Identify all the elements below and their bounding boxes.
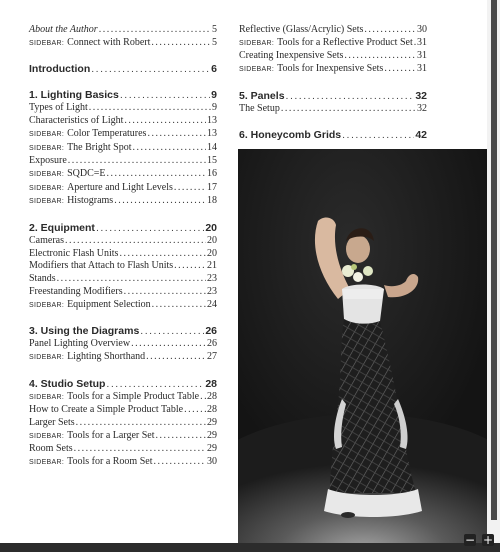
toc-page-number: 13 [207,127,217,139]
toc-entry-title [29,417,75,430]
toc-spacer [29,50,217,63]
dot-leader [174,260,206,273]
toc-entry-title [29,443,73,456]
toc-page-number: 13 [207,115,217,127]
toc-entry-title [29,351,145,365]
toc-entry[interactable] [29,404,217,417]
toc-page-number: 27 [207,350,217,362]
toc-entry[interactable] [239,24,427,37]
toc-entry[interactable] [29,142,217,156]
toc-entry[interactable] [29,128,217,142]
toc-entry[interactable] [29,37,217,51]
toc-page-number: 20 [207,247,217,259]
toc-page-number: 26 [205,325,217,338]
toc-entry-title [29,391,199,405]
toc-entry[interactable] [29,195,217,209]
zoom-in-button[interactable]: + [482,533,494,547]
dot-leader [68,155,206,168]
toc-title-text: Aperture and Light Levels [67,181,173,193]
toc-spacer [239,116,427,129]
toc-entry-title [29,222,95,235]
dot-leader [384,63,416,76]
toc-entry[interactable] [29,102,217,115]
toc-title-text: Characteristics of Light [29,115,124,127]
toc-entry-title [29,338,130,351]
dot-leader [74,443,206,456]
dancer-illustration [238,149,487,545]
toc-entry-title [29,430,155,444]
toc-title-text: 3. Using the Diagrams [29,325,140,338]
sidebar-label: SIDEBAR: [239,66,275,74]
dot-leader [124,286,206,299]
toc-title-text: Tools for a Simple Product Table [67,390,200,402]
dot-leader [152,299,206,312]
dot-leader [114,195,206,208]
toc-chapter-heading[interactable] [239,90,427,103]
dot-leader [146,351,206,364]
toc-chapter-heading[interactable] [29,89,217,102]
sidebar-label: SIDEBAR: [29,170,65,178]
toc-page-number: 21 [207,260,217,272]
toc-entry[interactable] [239,37,427,51]
toc-chapter-heading[interactable] [29,325,217,338]
toc-entry[interactable] [29,391,217,405]
toc-title-text: 4. Studio Setup [29,377,106,390]
toc-page-number: 30 [207,456,217,468]
toc-entry[interactable] [29,235,217,248]
dot-leader [140,325,204,338]
toc-page-number: 26 [207,338,217,350]
scrollbar-thumb[interactable] [491,0,497,520]
dot-leader [200,391,206,404]
zoom-controls [464,534,494,546]
toc-spacer [29,76,217,89]
toc-title-text: 6. Honeycomb Grids [239,128,342,141]
dot-leader [342,129,414,142]
dot-leader [124,115,206,128]
toc-page-number: 28 [207,404,217,416]
dot-leader [76,417,206,430]
toc-spacer [29,312,217,325]
dot-leader [91,63,210,76]
toc-title-text: The Bright Spot [67,141,132,153]
toc-entry[interactable] [29,115,217,128]
toc-entry[interactable] [29,299,217,313]
sidebar-label: SIDEBAR: [29,130,65,138]
toc-entry[interactable] [29,24,217,37]
dot-leader [414,37,416,50]
toc-entry[interactable] [29,417,217,430]
toc-entry-title [29,456,152,470]
toc-page-number: 28 [207,390,217,402]
toc-page-number: 31 [417,63,427,75]
sidebar-label: SIDEBAR: [29,39,65,47]
toc-entry-title [29,195,113,209]
toc-chapter-heading[interactable] [29,222,217,235]
toc-entry[interactable] [239,50,427,63]
toc-entry[interactable] [29,182,217,196]
toc-entry[interactable] [29,155,217,168]
dot-leader [151,37,211,50]
toc-title-text: How to Create a Simple Product Table [29,404,184,416]
toc-page-number: 9 [211,89,217,102]
toc-title-text: Room Sets [29,443,73,455]
toc-entry-title [239,37,413,51]
toc-title-text: Tools for a Room Set [67,456,153,468]
toc-title-text: Cameras [29,235,64,247]
viewer-scrollbar[interactable] [487,0,500,552]
toc-entry[interactable] [29,338,217,351]
toc-page-number: 32 [417,102,427,114]
toc-entry[interactable] [29,260,217,273]
toc-entry-title [29,37,150,51]
toc-title-text: Exposure [29,155,67,167]
toc-page-number: 23 [207,273,217,285]
toc-entry-title [29,142,132,156]
toc-page-number: 24 [207,298,217,310]
toc-page-number: 28 [205,377,217,390]
toc-entry-title [29,325,139,338]
toc-title-text: Connect with Robert [67,36,151,48]
dot-leader [281,103,416,116]
toc-page-number: 17 [207,181,217,193]
dot-leader [96,222,204,235]
toc-title-text: Panel Lighting Overview [29,338,131,350]
dot-leader [119,248,206,261]
toc-page-number: 29 [207,417,217,429]
dot-leader [184,404,206,417]
sidebar-label: SIDEBAR: [29,432,65,440]
toc-title-text: Larger Sets [29,417,75,429]
toc-page-number: 42 [415,128,427,141]
toc-title-text: Freestanding Modifiers [29,285,123,297]
toc-entry-title [29,128,146,142]
toc-column-left [29,24,217,470]
toc-entry[interactable] [29,286,217,299]
toc-entry[interactable] [29,248,217,261]
toc-entry-title [29,63,90,76]
dot-leader [156,430,207,443]
toc-page-number: 20 [207,235,217,247]
toc-title-text: Equipment Selection [67,298,151,310]
dot-leader [106,378,204,391]
toc-entry-title [239,129,341,142]
toc-title-text: Tools for a Larger Set [67,429,155,441]
dot-leader [147,128,206,141]
toc-entry-title [29,24,98,37]
toc-page-number: 15 [207,155,217,167]
toc-spacer [29,365,217,378]
toc-entry-title [239,63,383,77]
toc-page-number: 9 [212,102,217,114]
toc-page-number: 32 [415,89,427,102]
toc-entry[interactable] [239,63,427,77]
dancer-photo [238,149,487,545]
toc-title-text: Color Temperatures [67,127,147,139]
toc-title-text: Introduction [29,63,91,76]
toc-entry[interactable] [29,273,217,286]
sidebar-label: SIDEBAR: [29,184,65,192]
toc-column-right [239,24,427,142]
toc-page-number: 29 [207,429,217,441]
toc-page-number: 30 [417,24,427,35]
toc-entry-title [29,273,56,286]
toc-entry[interactable] [239,103,427,116]
toc-entry-title [29,404,183,417]
sidebar-label: SIDEBAR: [29,459,65,467]
toc-page-number: 5 [212,36,217,48]
viewer-bottom-bar [0,543,500,552]
dot-leader [120,89,210,102]
toc-spacer [29,209,217,222]
toc-entry-title [239,103,280,116]
dot-leader [57,273,206,286]
toc-entry-title [29,248,118,261]
dot-leader [107,168,206,181]
toc-title-text: SQDC=E [67,167,106,179]
dot-leader [89,102,211,115]
toc-title-text: 2. Equipment [29,222,95,235]
toc-entry[interactable] [29,456,217,470]
toc-chapter-heading[interactable] [239,129,427,142]
toc-entry-title [29,155,67,168]
toc-page-number: 5 [212,24,217,35]
toc-page-number: 31 [417,36,427,48]
toc-title-text: 1. Lighting Basics [29,89,119,102]
toc-entry-title [29,89,119,102]
toc-title-text: 5. Panels [239,89,285,102]
toc-entry-title [29,168,106,182]
dot-leader [344,50,416,63]
toc-page-number: 16 [207,167,217,179]
toc-title-text: Reflective (Glass/Acrylic) Sets [239,24,364,35]
toc-entry-title [29,286,123,299]
toc-chapter-heading[interactable] [29,378,217,391]
toc-page-number: 6 [211,63,217,76]
toc-entry-title [239,90,285,103]
toc-page-number: 29 [207,443,217,455]
toc-entry-title [29,115,123,128]
sidebar-label: SIDEBAR: [29,198,65,206]
dot-leader [65,235,206,248]
toc-title-text: Modifiers that Attach to Flash Units [29,260,174,272]
toc-entry-title [29,299,151,313]
toc-page-number: 23 [207,285,217,297]
toc-page-number: 18 [207,195,217,207]
toc-title-text: Types of Light [29,102,88,114]
toc-entry-title [29,260,173,273]
toc-entry-title [29,102,88,115]
toc-entry[interactable] [29,168,217,182]
dot-leader [174,182,206,195]
toc-title-text: Lighting Shorthand [67,350,146,362]
sidebar-label: SIDEBAR: [29,353,65,361]
toc-entry[interactable] [29,430,217,444]
toc-entry[interactable] [29,351,217,365]
dot-leader [286,90,415,103]
dot-leader [153,456,206,469]
toc-entry-title [29,235,64,248]
dot-leader [99,24,211,37]
toc-entry-title [239,50,343,63]
sidebar-label: SIDEBAR: [29,301,65,309]
sidebar-label: SIDEBAR: [29,393,65,401]
zoom-out-button[interactable]: − [464,533,476,547]
toc-title-text: Tools for Inexpensive Sets [277,63,384,75]
dot-leader [133,142,206,155]
toc-title-text: Histograms [67,195,114,207]
toc-page-number: 31 [417,50,427,62]
toc-title-text: Stands [29,273,56,285]
toc-chapter-heading[interactable] [29,63,217,76]
toc-title-text: Electronic Flash Units [29,247,119,259]
toc-entry-title [239,24,363,37]
toc-title-text: The Setup [239,102,280,114]
sidebar-label: SIDEBAR: [239,39,275,47]
toc-title-text: About the Author [29,24,98,35]
toc-title-text: Tools for a Reflective Product Set [277,36,413,48]
dot-leader [364,24,416,37]
dot-leader [131,338,206,351]
toc-page-number: 14 [207,141,217,153]
sidebar-label: SIDEBAR: [29,144,65,152]
toc-entry[interactable] [29,443,217,456]
toc-page-number: 20 [205,222,217,235]
toc-entry-title [29,378,105,391]
toc-entry-title [29,182,173,196]
toc-spacer [239,77,427,90]
toc-title-text: Creating Inexpensive Sets [239,50,344,62]
